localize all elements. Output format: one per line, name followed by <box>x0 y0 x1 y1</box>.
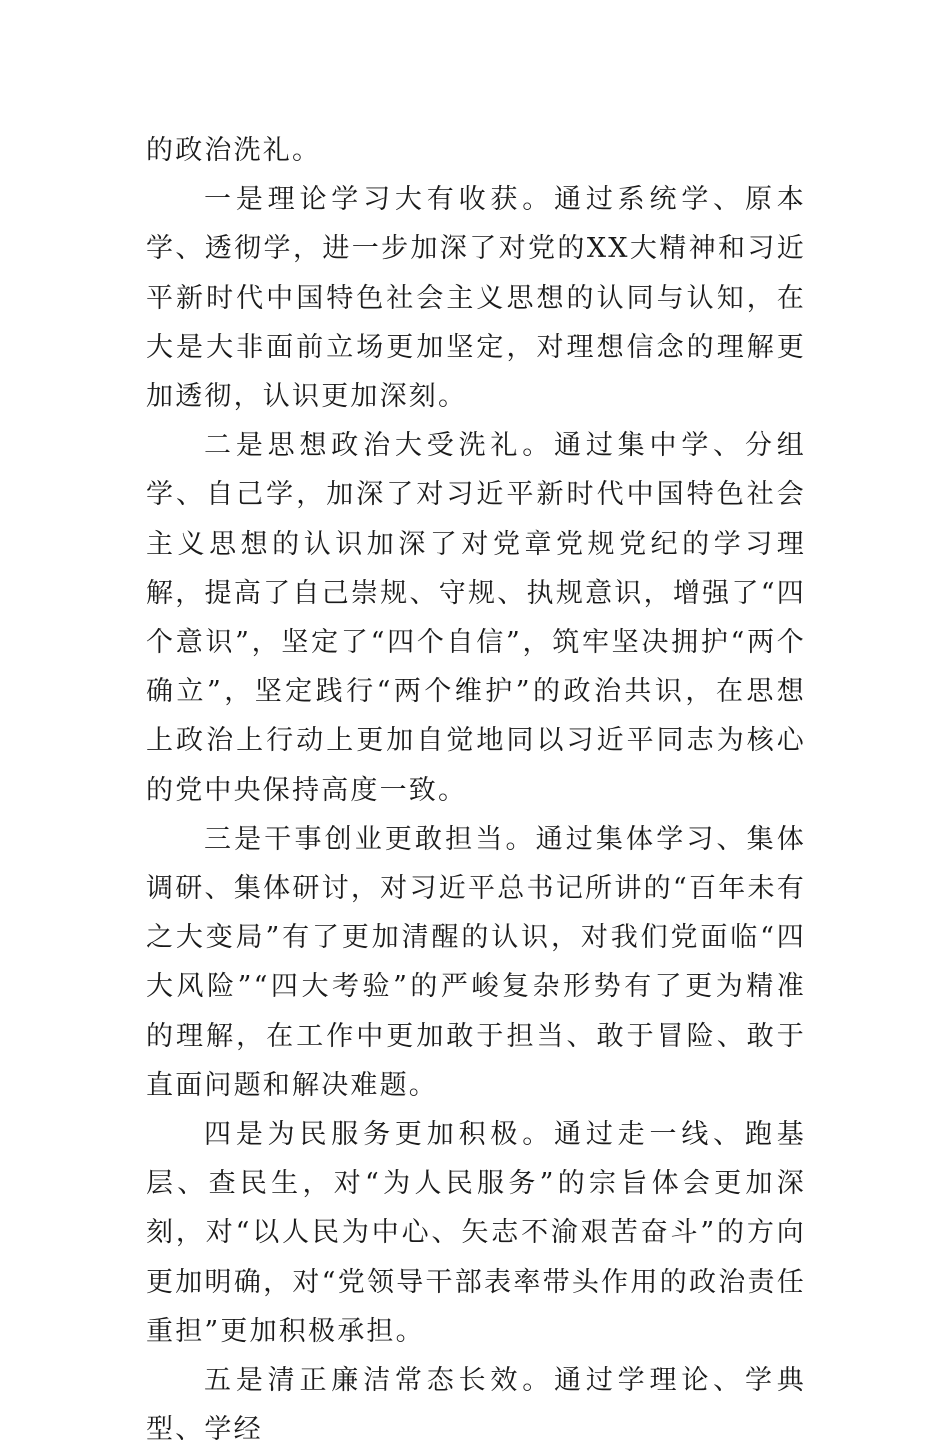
paragraph-service: 四是为民服务更加积极。通过走一线、跑基层、查民生，对“为人民服务”的宗旨体会更加深刻，对“以人民为中心、矢志不渝艰苦奋斗”的方向更加明确，对“党领导干部表率带头作用的政治责任重担”更加积极承担。 <box>146 1119 806 1347</box>
document-body <box>146 126 806 1454</box>
paragraph-integrity: 五是清正廉洁常态长效。通过学理论、学典型、学经 <box>146 1365 806 1446</box>
paragraph-theory-study: 一是理论学习大有收获。通过系统学、原本学、透彻学，进一步加深了对党的XX大精神和习近平新时代中国特色社会主义思想的认同与认知，在大是大非面前立场更加坚定，对理想信念的理解更加透彻，认识更加深刻。 <box>146 184 806 413</box>
paragraph-political-thought: 二是思想政治大受洗礼。通过集中学、分组学、自己学，加深了对习近平新时代中国特色社会主义思想的认识加深了对党章党规党纪的学习理解，提高了自己崇规、守规、执规意识，增强了“四个意识”，坚定了“四个自信”，筑牢坚决拥护“两个确立”，坚定践行“两个维护”的政治共识，在思想上政治上行动上更加自觉地同以习近平同志为核心的党中央保持高度一致。 <box>146 430 806 806</box>
paragraph-continuation: 的政治洗礼。 <box>146 135 322 166</box>
paragraph-responsibility: 三是干事创业更敢担当。通过集体学习、集体调研、集体研讨，对习近平总书记所讲的“百年未有之大变局”有了更加清醒的认识，对我们党面临“四大风险”“四大考验”的严峻复杂形势有了更为精准的理解，在工作中更加敢于担当、敢于冒险、敢于直面问题和解决难题。 <box>146 823 806 1101</box>
